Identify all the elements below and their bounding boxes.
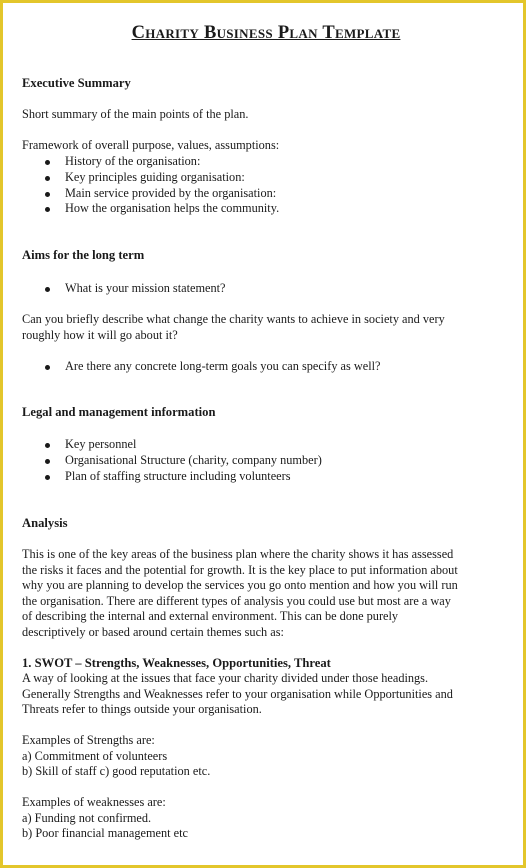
bullet-icon	[45, 459, 50, 464]
list-item: Plan of staffing structure including volunteers	[3, 469, 322, 485]
swot-paragraph: A way of looking at the issues that face your charity divided under those headings. Generally Strengths and Weaknesses refer to your organisation while Opportunities and Threats refer to things outside your organisation.	[22, 671, 453, 717]
executive-summary-heading: Executive Summary	[22, 76, 131, 90]
weaknesses-examples	[22, 795, 188, 842]
bullet-icon	[45, 287, 50, 292]
list-item: Main service provided by the organisation:	[3, 186, 279, 202]
swot-heading: 1. SWOT – Strengths, Weaknesses, Opportunities, Threat	[22, 656, 331, 670]
executive-bullet-list	[3, 154, 279, 217]
executive-summary-text: Short summary of the main points of the plan.	[22, 107, 249, 121]
bullet-icon	[45, 192, 50, 197]
document-title: Charity Business Plan Template	[131, 23, 401, 43]
bullet-icon	[45, 160, 50, 165]
list-item: History of the organisation:	[3, 154, 279, 170]
legal-bullet-list	[3, 437, 322, 484]
list-item: Are there any concrete long-term goals you can specify as well?	[3, 359, 381, 375]
bullet-icon	[45, 207, 50, 212]
aims-bullet-list-1	[3, 281, 226, 297]
list-item: a) Commitment of volunteers	[22, 748, 168, 763]
bullet-icon	[45, 475, 50, 480]
strengths-examples	[22, 733, 210, 780]
aims-bullet-list-2	[3, 359, 381, 375]
list-item: Organisational Structure (charity, company number)	[3, 453, 322, 469]
weaknesses-heading: Examples of weaknesses are:	[22, 795, 166, 809]
analysis-heading: Analysis	[22, 516, 68, 530]
bullet-icon	[45, 443, 50, 448]
list-item: How the organisation helps the community.	[3, 201, 279, 217]
aims-question-paragraph: Can you briefly describe what change the charity wants to achieve in society and very roughly how it will go about it?	[22, 312, 445, 342]
list-item: b) Poor financial management etc	[22, 826, 188, 841]
list-item: Key personnel	[3, 437, 322, 453]
list-item: a) Funding not confirmed.	[22, 810, 152, 825]
framework-text: Framework of overall purpose, values, assumptions:	[22, 138, 280, 152]
analysis-intro-paragraph: This is one of the key areas of the business plan where the charity shows it has assessed the risks it faces and the potential for growth. It is the key place to put information about why you are planning to develop the services you go onto mention and how you will run the organisation. There are different types of analysis you could use but most are a way of describing the internal and external environment. This can be done purely descriptively or based around certain themes such as:	[22, 547, 458, 639]
list-item: What is your mission statement?	[3, 281, 226, 297]
list-item: b) Skill of staff c) good reputation etc.	[22, 764, 211, 779]
list-item: Key principles guiding organisation:	[3, 170, 279, 186]
aims-heading: Aims for the long term	[22, 248, 145, 262]
bullet-icon	[45, 176, 50, 181]
strengths-heading: Examples of Strengths are:	[22, 733, 155, 747]
bullet-icon	[45, 365, 50, 370]
legal-heading: Legal and management information	[22, 405, 216, 419]
